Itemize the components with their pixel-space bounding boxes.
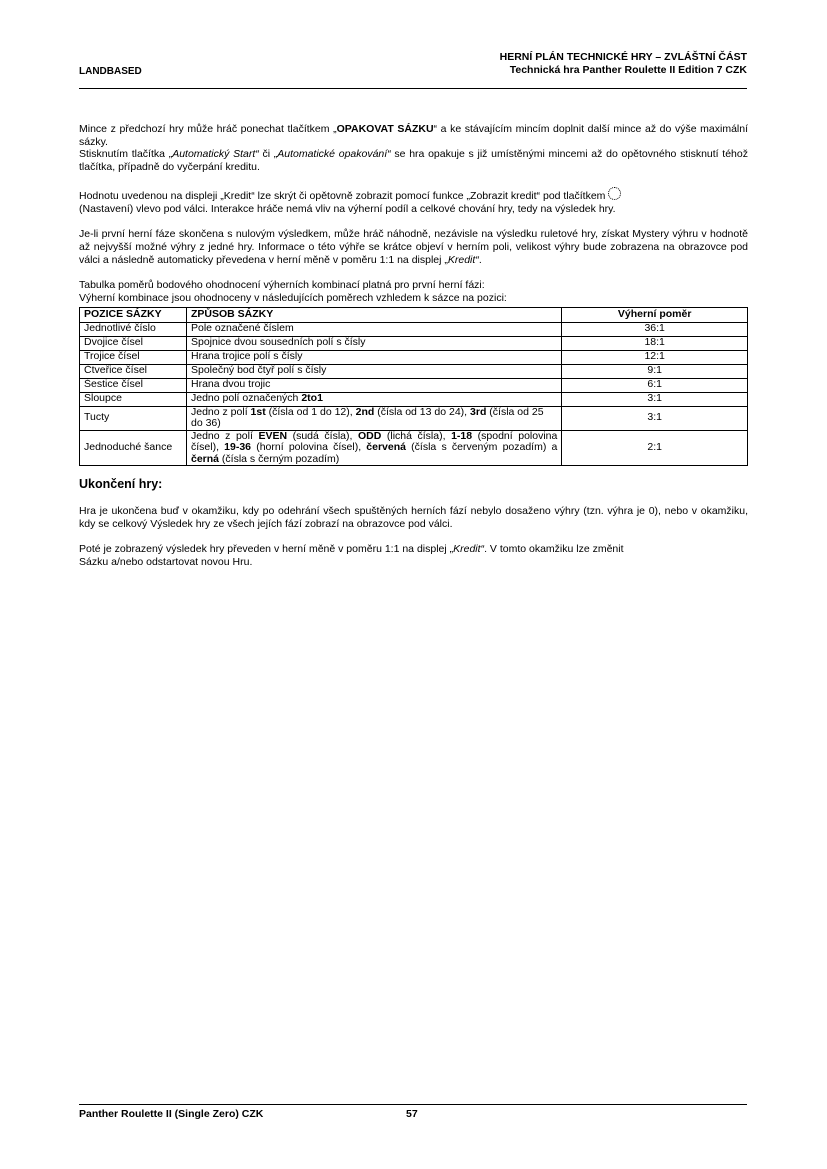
text: Jedno polí označených (190, 392, 302, 405)
cell-ratio: 3:1 (562, 406, 748, 430)
text: . (478, 253, 482, 266)
cell-position: Čtveřice čísel (80, 364, 187, 378)
table-row (80, 392, 748, 406)
cell-ratio: 12:1 (562, 350, 748, 364)
cell-method: Spojnice dvou sousedních polí s čísly (186, 336, 561, 350)
text-italic: Automatické opakování“ (277, 148, 391, 161)
text-italic: Automatický Start“ (172, 148, 259, 161)
table-row (80, 322, 748, 336)
cell-position: Šestice čísel (80, 378, 187, 392)
text: Mince z předchozí hry může hráč ponechat tlačítkem „ (79, 123, 337, 135)
cell-method: Pole označené číslem (186, 322, 561, 336)
header-rule (79, 88, 747, 89)
text: Sázku a/nebo odstartovat novou Hru. (79, 556, 253, 569)
text: “ a ke stávajícím mincím doplnit další mince až do výše maximální sázky. (79, 123, 748, 148)
text: . V tomto okamžiku lze změnit (484, 543, 624, 556)
cell-ratio: 36:1 (562, 322, 748, 336)
text-bold: OPAKOVAT SÁZKU (336, 123, 434, 135)
text: (sudá čísla), (287, 429, 358, 442)
text: Hodnotu uvedenou na displeji „Kredit“ lze skrýt či opětovně zobrazit pomocí funkce „Zobrazit kredit“ pod tlačítkem (79, 189, 606, 202)
header-right (500, 51, 747, 77)
text-bold: EVEN (258, 429, 288, 442)
main-content (79, 123, 748, 582)
cell-position: Trojice čísel (80, 350, 187, 364)
cell-ratio: 3:1 (562, 392, 748, 406)
cell-ratio: 6:1 (562, 378, 748, 392)
paragraph-table-intro (79, 279, 748, 304)
cell-method: Hrana trojice polí s čísly (186, 350, 561, 364)
cell-ratio: 2:1 (562, 430, 748, 466)
text: se hra opakuje s již umístěnými mincemi až do opětovného stisknutí téhož tlačítka, případně do vyčerpání kreditu. (79, 148, 748, 174)
text: (čísla od 1 do 12), (265, 405, 356, 418)
cell-position: Jednoduché šance (80, 430, 187, 466)
header-left-label: LANDBASED (79, 66, 142, 77)
text-bold: 2nd (355, 405, 375, 418)
text-bold: černá (190, 452, 220, 465)
cell-method (186, 392, 561, 406)
cell-position: Dvojice čísel (80, 336, 187, 350)
table-row (80, 430, 748, 466)
text: (spodní polovina čísel), (190, 429, 558, 454)
table-row (80, 378, 748, 392)
col-header-position: POZICE SÁZKY (80, 307, 187, 322)
text: (čísla od 13 do 24), (374, 405, 471, 418)
col-header-ratio: Výherní poměr (562, 307, 748, 322)
cell-ratio: 18:1 (562, 336, 748, 350)
cell-position: Sloupce (80, 392, 187, 406)
table-row (80, 350, 748, 364)
text: (čísla od 25 do 36) (190, 405, 544, 430)
text: Jedno z polí (190, 405, 251, 418)
table-row (80, 336, 748, 350)
text-bold: ODD (357, 429, 382, 442)
table-header-row (80, 307, 748, 322)
settings-gear-icon (608, 187, 621, 200)
payout-table (79, 307, 748, 467)
text-bold: 3rd (470, 405, 487, 418)
text: Jedno z polí (190, 429, 259, 442)
text-bold: 19-36 (224, 441, 252, 454)
text-bold: 2to1 (301, 392, 323, 405)
paragraph-autostart (79, 148, 748, 173)
text-bold: červená (366, 441, 406, 454)
table-row (80, 364, 748, 378)
paragraph-credit-display (79, 187, 748, 215)
cell-method: Společný bod čtyř polí s čísly (186, 364, 561, 378)
paragraph-repeat-bet (79, 123, 748, 148)
text: (čísla s černým pozadím) (219, 452, 340, 465)
text: (lichá čísla), (381, 429, 452, 442)
text: (čísla s červeným pozadím) a (406, 441, 558, 454)
text: či „ (258, 148, 278, 161)
footer-rule (79, 1104, 747, 1105)
cell-method: Hrana dvou trojic (186, 378, 561, 392)
text-italic: Kredit“ (447, 253, 479, 266)
text-italic: Kredit“ (453, 543, 485, 556)
cell-position: Jednotlivé číslo (80, 322, 187, 336)
footer-title: Panther Roulette II (Single Zero) CZK (79, 1108, 264, 1120)
text: Je-li první herní fáze skončena s nulovým výsledkem, může hráč náhodně, nezávisle na výsledku ruletové hry, získat Mystery výhru v hodnotě až nejvyšší možné výhry z jedné hry. Informace o této výhře se krátce objeví v herním poli, velikost výhry bude zobrazena na obrazovce pod válci a následně automaticky převedena v herní měně v poměru 1:1 na displej „ (79, 228, 748, 266)
text: Stisknutím tlačítka „ (79, 148, 173, 161)
cell-position: Tucty (80, 406, 187, 430)
paragraph-game-end: Hra je ukončena buď v okamžiku, kdy po odehrání všech spuštěných herních fází nebylo dosaženo výhry (tzn. výhra je 0), nebo v okamžiku, kdy se celkový Výsledek hry ze všech jejích fází zobrazí na obrazovce pod válci. (79, 504, 748, 530)
page-number: 57 (406, 1108, 418, 1120)
text: (Nastavení) vlevo pod válci. Interakce hráče nemá vliv na výherní podíl a celkové chování hry, tedy na výsledek hry. (79, 202, 616, 215)
cell-method (186, 406, 561, 430)
header-title: HERNÍ PLÁN TECHNICKÉ HRY – ZVLÁŠTNÍ ČÁST (499, 51, 747, 63)
table-row (80, 406, 748, 430)
text: (horní polovina čísel), (251, 441, 367, 454)
section-heading-game-end: Ukončení hry: (79, 477, 163, 492)
text: Tabulka poměrů bodového ohodnocení výherních kombinací platná pro první herní fázi: (79, 279, 485, 292)
text-bold: 1-18 (451, 429, 473, 442)
cell-ratio: 9:1 (562, 364, 748, 378)
text-bold: 1st (250, 405, 266, 418)
text: Poté je zobrazený výsledek hry převeden v herní měně v poměru 1:1 na displej „ (79, 543, 454, 556)
col-header-method: ZPŮSOB SÁZKY (186, 307, 561, 322)
text: Výherní kombinace jsou ohodnoceny v následujících poměrech vzhledem k sázce na pozici: (79, 292, 507, 305)
paragraph-result-transfer (79, 543, 748, 568)
paragraph-mystery-win (79, 228, 748, 266)
cell-method (186, 430, 561, 466)
header-subtitle: Technická hra Panther Roulette II Edition 7 CZK (509, 64, 747, 76)
